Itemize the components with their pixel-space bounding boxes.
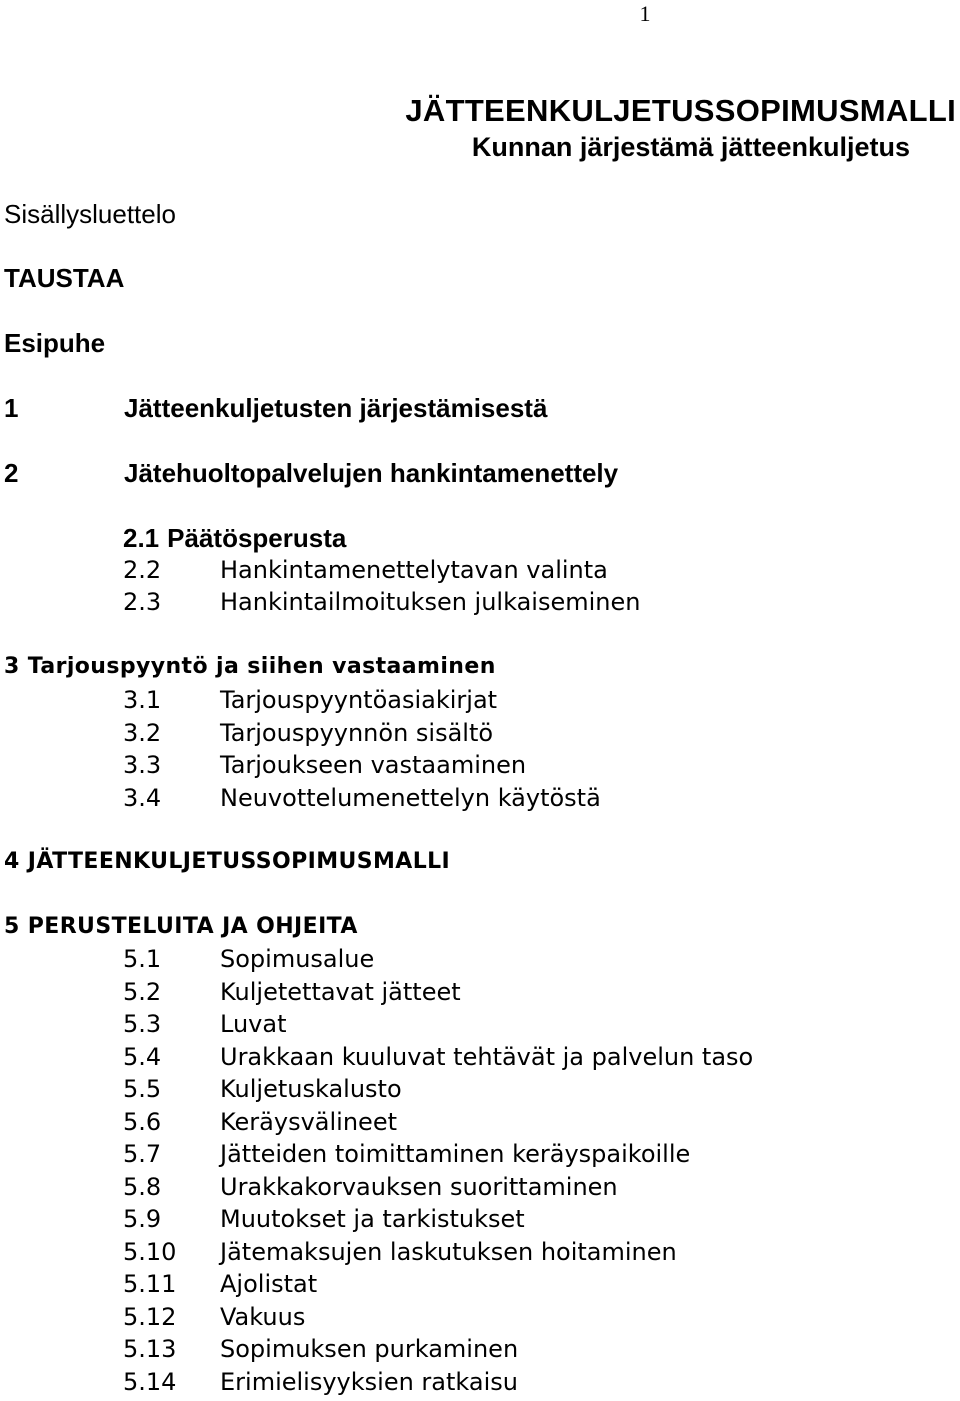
toc-entry-number: 2.3: [123, 588, 162, 616]
toc-entry-number: 5.6: [123, 1108, 162, 1136]
toc-entry-label: Esipuhe: [4, 328, 106, 358]
toc-entry-3-4[interactable]: [123, 782, 601, 814]
toc-entry-number: 3.2: [123, 719, 162, 747]
toc-entry-label: Hankintamenettelytavan valinta: [220, 556, 608, 584]
toc-entry-label: Ajolistat: [220, 1270, 318, 1298]
page-number: 1: [639, 1, 651, 26]
toc-entry-5-14[interactable]: [123, 1366, 518, 1398]
toc-entry-5-6[interactable]: [123, 1106, 397, 1138]
toc-entry-3-2[interactable]: [123, 717, 493, 749]
toc-entry-number: 5.12: [123, 1303, 177, 1331]
toc-entry-2[interactable]: [4, 457, 618, 489]
toc-entry-label: Keräysvälineet: [220, 1108, 397, 1136]
toc-entry-number: 5.5: [123, 1075, 162, 1103]
toc-entry-number: 2.2: [123, 556, 162, 584]
toc-entry-label: Jätteiden toimittaminen keräyspaikoille: [220, 1140, 691, 1168]
toc-entry-4[interactable]: 4 JÄTTEENKULJETUSSOPIMUSMALLI: [4, 849, 451, 874]
toc-entry-number: 3.3: [123, 751, 162, 779]
toc-entry-number: 5.7: [123, 1140, 162, 1168]
toc-entry-number: 5.4: [123, 1043, 162, 1071]
toc-entry-label: Päätösperusta: [167, 523, 347, 553]
toc-entry-label: Muutokset ja tarkistukset: [220, 1205, 525, 1233]
toc-entry-2-1[interactable]: [123, 522, 346, 554]
toc-entry-number: 2.1: [123, 523, 160, 553]
toc-entry-number: 1: [4, 393, 19, 423]
toc-entry-5-5[interactable]: [123, 1073, 402, 1105]
toc-entry-number: 3.1: [123, 686, 162, 714]
toc-entry-5-3[interactable]: [123, 1008, 286, 1040]
toc-entry-label: Jätteenkuljetusten järjestämisestä: [124, 393, 548, 423]
toc-entry-label: Tarjouspyyntöasiakirjat: [220, 686, 498, 714]
toc-entry-label: Jätemaksujen laskutuksen hoitaminen: [220, 1238, 677, 1266]
toc-entry-label: TAUSTAA: [4, 263, 125, 293]
toc-entry-label: Tarjouspyynnön sisältö: [220, 719, 494, 747]
toc-entry-number: 5.13: [123, 1335, 177, 1363]
toc-entry-label: Tarjoukseen vastaaminen: [220, 751, 527, 779]
toc-entry-number: 5.14: [123, 1368, 177, 1396]
toc-entry-label: Hankintailmoituksen julkaiseminen: [220, 588, 641, 616]
toc-entry-label: Luvat: [220, 1010, 287, 1038]
document-subtitle: Kunnan järjestämä jätteenkuljetus: [471, 132, 910, 162]
toc-entry-5-13[interactable]: [123, 1333, 518, 1365]
toc-entry-label: Jätehuoltopalvelujen hankintamenettely: [124, 458, 619, 488]
toc-entry-label: Sopimuksen purkaminen: [220, 1335, 519, 1363]
toc-entry-label: Urakkakorvauksen suorittaminen: [220, 1173, 618, 1201]
toc-entry-number: 5.8: [123, 1173, 162, 1201]
toc-entry-label: Neuvottelumenettelyn käytöstä: [220, 784, 601, 812]
toc-entry-5-11[interactable]: [123, 1268, 317, 1300]
toc-entry-2-2[interactable]: [123, 554, 608, 586]
toc-entry-5-2[interactable]: [123, 976, 461, 1008]
toc-entry-5-10[interactable]: [123, 1236, 677, 1268]
toc-entry-number: 5.9: [123, 1205, 162, 1233]
toc-entry-label: Kuljetuskalusto: [220, 1075, 402, 1103]
toc-entry-label: Kuljetettavat jätteet: [220, 978, 461, 1006]
toc-entry-5-7[interactable]: [123, 1138, 690, 1170]
toc-entry-5-9[interactable]: [123, 1203, 525, 1235]
toc-entry-number: 3.4: [123, 784, 162, 812]
toc-entry-label: Erimielisyyksien ratkaisu: [220, 1368, 518, 1396]
toc-entry-5[interactable]: 5 PERUSTELUITA JA OHJEITA: [4, 914, 358, 939]
toc-entry-2-3[interactable]: [123, 586, 640, 618]
toc-entry-number: 5.10: [123, 1238, 177, 1266]
toc-entry-3[interactable]: 3 Tarjouspyyntö ja siihen vastaaminen: [4, 654, 496, 679]
toc-entry-number: 5.1: [123, 945, 162, 973]
toc-entry-3-1[interactable]: [123, 684, 497, 716]
toc-entry-number: 5.2: [123, 978, 162, 1006]
document-title: JÄTTEENKULJETUSSOPIMUSMALLI: [405, 93, 956, 128]
toc-entry-label: Vakuus: [220, 1303, 306, 1331]
toc-entry-number: 5.3: [123, 1010, 162, 1038]
toc-entry-5-12[interactable]: [123, 1301, 305, 1333]
toc-entry-1[interactable]: [4, 392, 547, 424]
toc-entry-label: Sopimusalue: [220, 945, 375, 973]
toc-entry-5-4[interactable]: [123, 1041, 753, 1073]
toc-entry-number: 5.11: [123, 1270, 177, 1298]
toc-entry-3-3[interactable]: [123, 749, 526, 781]
toc-entry-5-8[interactable]: [123, 1171, 618, 1203]
toc-entry-number: 2: [4, 458, 19, 488]
toc-entry-taustaa[interactable]: [4, 262, 124, 294]
toc-entry-esipuhe[interactable]: [4, 327, 105, 359]
toc-heading: Sisällysluettelo: [4, 199, 176, 229]
toc-entry-label: Urakkaan kuuluvat tehtävät ja palvelun taso: [220, 1043, 754, 1071]
toc-entry-5-1[interactable]: [123, 943, 374, 975]
